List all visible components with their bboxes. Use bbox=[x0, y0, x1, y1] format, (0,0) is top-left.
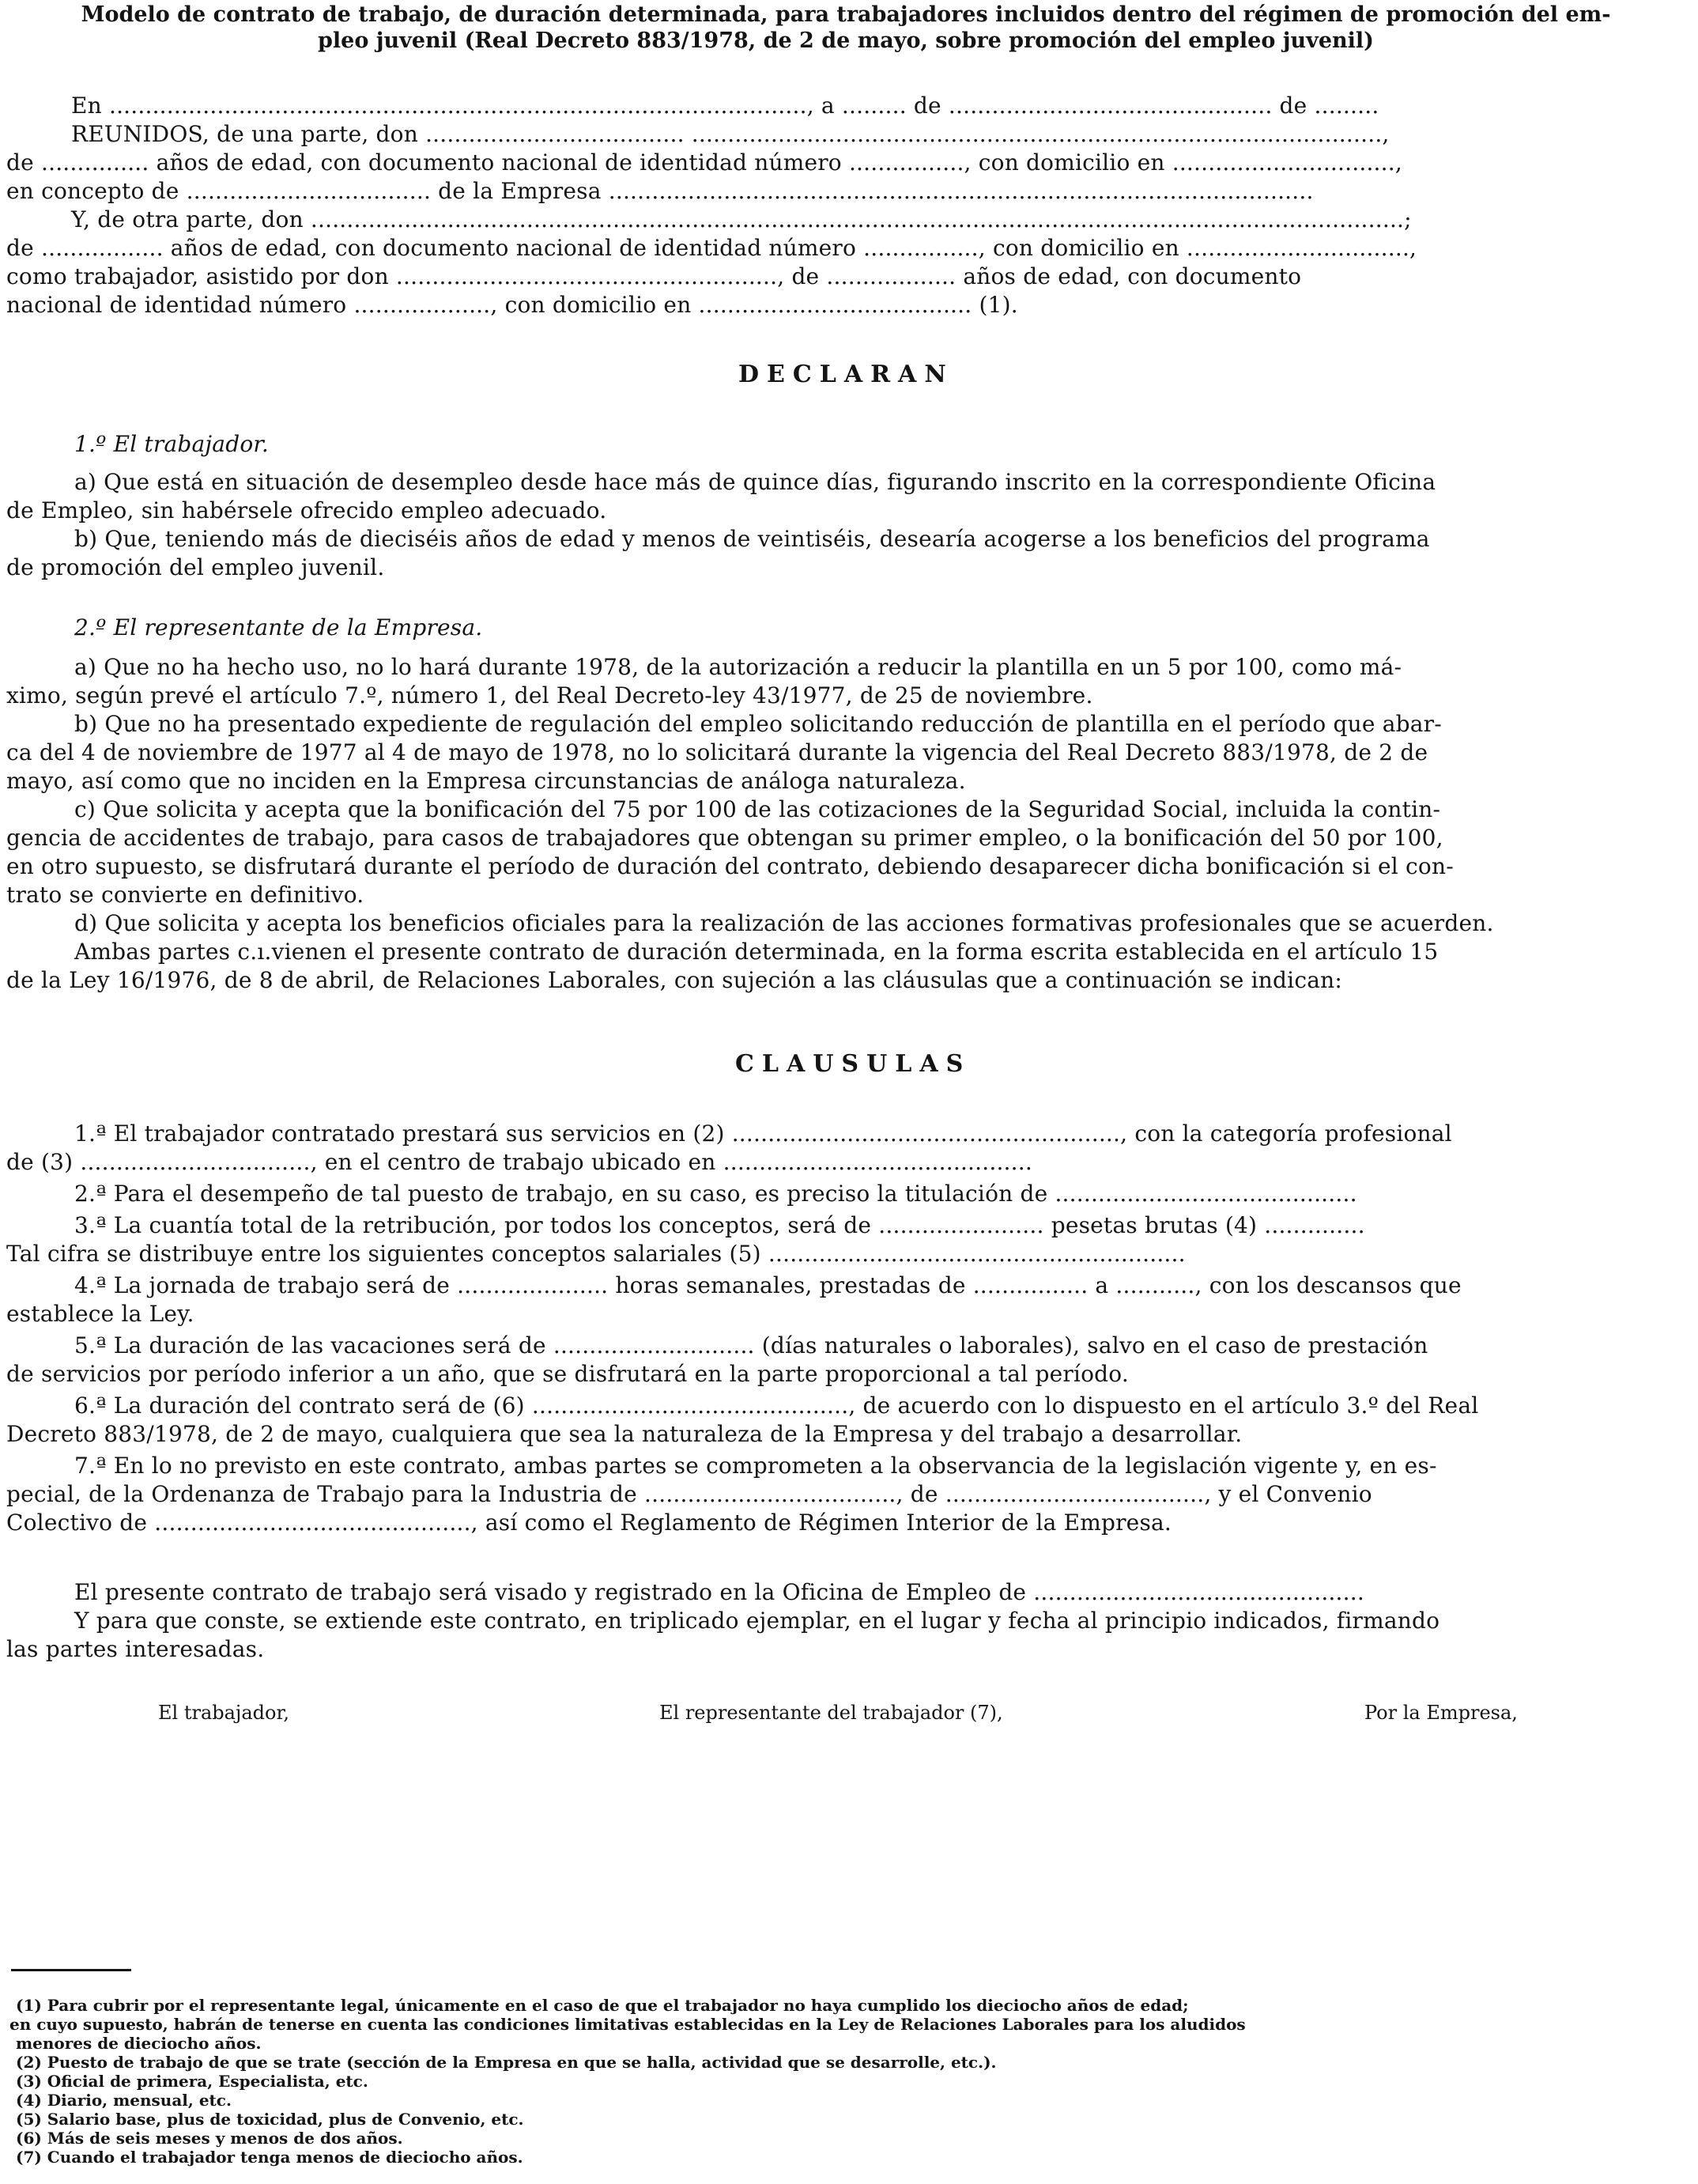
footnote-divider bbox=[11, 1969, 131, 1971]
footnote: en cuyo supuesto, habrán de tenerse en cuenta las condiciones limitativas establecidas en la Ley de Relaciones Laborales para los aludidos bbox=[9, 2015, 1246, 2034]
signature-empresa: Por la Empresa, bbox=[1364, 1702, 1518, 1724]
text-line: como trabajador, asistido por don ....................................................., de .................. años de edad, con documento bbox=[6, 263, 1302, 289]
declaran-heading: DECLARAN bbox=[738, 361, 954, 388]
footnotes bbox=[9, 1996, 1246, 2167]
footnote: (7) Cuando el trabajador tenga menos de dieciocho años. bbox=[16, 2148, 523, 2167]
text-line: en concepto de .................................. de la Empresa .................................................................................................. bbox=[6, 178, 1314, 204]
text-line: 5.ª La duración de las vacaciones será de ............................ (días naturales o laborales), salvo en el caso de prestación bbox=[74, 1332, 1428, 1358]
empresa-declarations bbox=[6, 614, 1692, 995]
trabajador-declarations bbox=[6, 430, 1692, 582]
text-line: b) Que, teniendo más de dieciséis años de edad y menos de veintiséis, desearía acogerse a los beneficios del programa bbox=[74, 526, 1430, 552]
text-line: mayo, así como que no inciden en la Empresa circunstancias de análoga naturaleza. bbox=[6, 768, 966, 794]
text-line: Y para que conste, se extiende este contrato, en triplicado ejemplar, en el lugar y fecha al principio indicados, firmando bbox=[74, 1608, 1440, 1634]
text-line: Colectivo de ............................................, así como el Reglamento de Régimen Interior de la Empresa. bbox=[6, 1510, 1172, 1536]
text-line: Tal cifra se distribuye entre los siguientes conceptos salariales (5) .......................................................... bbox=[6, 1241, 1186, 1267]
text-line: 6.ª La duración del contrato será de (6) ............................................, de acuerdo con lo dispuesto en el artículo 3.º del Real bbox=[74, 1392, 1479, 1419]
footnote: (6) Más de seis meses y menos de dos años. bbox=[16, 2129, 403, 2148]
text-line: ximo, según prevé el artículo 7.º, número 1, del Real Decreto-ley 43/1977, de 25 de noviembre. bbox=[6, 682, 1093, 708]
text-line: 1.ª El trabajador contratado prestará sus servicios en (2) ......................................................, con la categoría profesional bbox=[74, 1120, 1452, 1147]
footnote: (3) Oficial de primera, Especialista, etc. bbox=[16, 2072, 368, 2091]
text-line: 2.ª Para el desempeño de tal puesto de trabajo, en su caso, es preciso la titulación de .......................................... bbox=[74, 1181, 1357, 1207]
text-line: Decreto 883/1978, de 2 de mayo, cualquiera que sea la naturaleza de la Empresa y del trabajo a desarrollar. bbox=[6, 1421, 1243, 1447]
text-line: REUNIDOS, de una parte, don .................................... ................................................................................................, bbox=[71, 121, 1390, 147]
text-line: nacional de identidad número ..................., con domicilio en ...................................... (1). bbox=[6, 292, 1018, 318]
text-line: gencia de accidentes de trabajo, para casos de trabajadores que obtengan su primer empleo, o la bonificación del 50 por 100, bbox=[6, 825, 1443, 851]
text-line: las partes interesadas. bbox=[6, 1636, 265, 1662]
text-line: en otro supuesto, se disfrutará durante el período de duración del contrato, debiendo desaparecer dicha bonificación si el con- bbox=[6, 853, 1454, 879]
text-line: a) Que está en situación de desempleo desde hace más de quince días, figurando inscrito en la correspondiente Oficina bbox=[74, 469, 1436, 495]
text-line: pecial, de la Ordenanza de Trabajo para la Industria de ..................................., de ...................................., y el Convenio bbox=[6, 1481, 1372, 1507]
clausulas-section bbox=[6, 1120, 1692, 1537]
title-line: Modelo de contrato de trabajo, de duración determinada, para trabajadores incluidos dentro del régimen de promoción del em- bbox=[81, 2, 1611, 27]
text-line: de servicios por período inferior a un año, que se disfrutará en la parte proporcional a tal período. bbox=[6, 1361, 1129, 1387]
text-line: En ................................................................................................., a ......... de ............................................. de ......... bbox=[71, 93, 1379, 119]
text-line: El presente contrato de trabajo será visado y registrado en la Oficina de Empleo de .............................................. bbox=[74, 1579, 1364, 1605]
text-line: c) Que solicita y acepta que la bonificación del 75 por 100 de las cotizaciones de la Seguridad Social, incluida la contin- bbox=[74, 796, 1441, 822]
text-line: trato se convierte en definitivo. bbox=[6, 882, 364, 908]
subsection-title: 1.º El trabajador. bbox=[74, 431, 269, 457]
text-line: de ................. años de edad, con documento nacional de identidad número ................, con domicilio en ..............................., bbox=[6, 235, 1417, 261]
text-line: de ............... años de edad, con documento nacional de identidad número ................, con domicilio en ..............................., bbox=[6, 149, 1402, 176]
text-line: d) Que solicita y acepta los beneficios oficiales para la realización de las acciones formativas profesionales que se acuerden. bbox=[74, 910, 1494, 936]
text-line: Ambas partes c.ı.vienen el presente contrato de duración determinada, en la forma escrita establecida en el artículo 15 bbox=[74, 939, 1439, 965]
clausulas-heading: CLAUSULAS bbox=[735, 1050, 972, 1078]
footnote: (1) Para cubrir por el representante legal, únicamente en el caso de que el trabajador no haya cumplido los dieciocho años de edad; bbox=[16, 1996, 1189, 2015]
footnote: menores de dieciocho años. bbox=[16, 2034, 262, 2053]
text-line: b) Que no ha presentado expediente de regulación del empleo solicitando reducción de plantilla en el período que abar- bbox=[74, 711, 1442, 737]
footnote: (4) Diario, mensual, etc. bbox=[16, 2091, 232, 2110]
text-line: establece la Ley. bbox=[6, 1301, 194, 1327]
text-line: 7.ª En lo no previsto en este contrato, ambas partes se comprometen a la observancia de la legislación vigente y, en es- bbox=[74, 1453, 1437, 1479]
signature-trabajador: El trabajador, bbox=[158, 1702, 289, 1724]
text-line: 3.ª La cuantía total de la retribución, por todos los conceptos, será de ....................... pesetas brutas (4) .............. bbox=[74, 1212, 1365, 1238]
subsection-title: 2.º El representante de la Empresa. bbox=[74, 614, 483, 640]
text-line: a) Que no ha hecho uso, no lo hará durante 1978, de la autorización a reducir la plantilla en un 5 por 100, como má- bbox=[74, 654, 1402, 680]
title-line: pleo juvenil (Real Decreto 883/1978, de 2 de mayo, sobre promoción del empleo juvenil) bbox=[318, 28, 1374, 53]
document-title bbox=[0, 2, 1692, 54]
footnote: (2) Puesto de trabajo de que se trate (sección de la Empresa en que se halla, actividad que se desarrolle, etc.). bbox=[16, 2053, 997, 2072]
text-line: de la Ley 16/1976, de 8 de abril, de Relaciones Laborales, con sujeción a las cláusulas que a continuación se indican: bbox=[6, 967, 1342, 993]
footnote: (5) Salario base, plus de toxicidad, plus de Convenio, etc. bbox=[16, 2110, 524, 2129]
closing-section bbox=[6, 1578, 1692, 1664]
parties-section bbox=[6, 92, 1692, 319]
text-line: de promoción del empleo juvenil. bbox=[6, 554, 385, 580]
text-line: de Empleo, sin habérsele ofrecido empleo adecuado. bbox=[6, 497, 607, 523]
text-line: de (3) ................................, en el centro de trabajo ubicado en ........................................... bbox=[6, 1149, 1032, 1175]
text-line: ca del 4 de noviembre de 1977 al 4 de mayo de 1978, no lo solicitará durante la vigencia del Real Decreto 883/1978, de 2 de bbox=[6, 739, 1428, 765]
signature-representante: El representante del trabajador (7), bbox=[659, 1702, 1003, 1724]
text-line: Y, de otra parte, don ........................................................................................................................................................; bbox=[71, 206, 1412, 232]
text-line: 4.ª La jornada de trabajo será de ..................... horas semanales, prestadas de ................ a ..........., con los descansos que bbox=[74, 1272, 1462, 1298]
